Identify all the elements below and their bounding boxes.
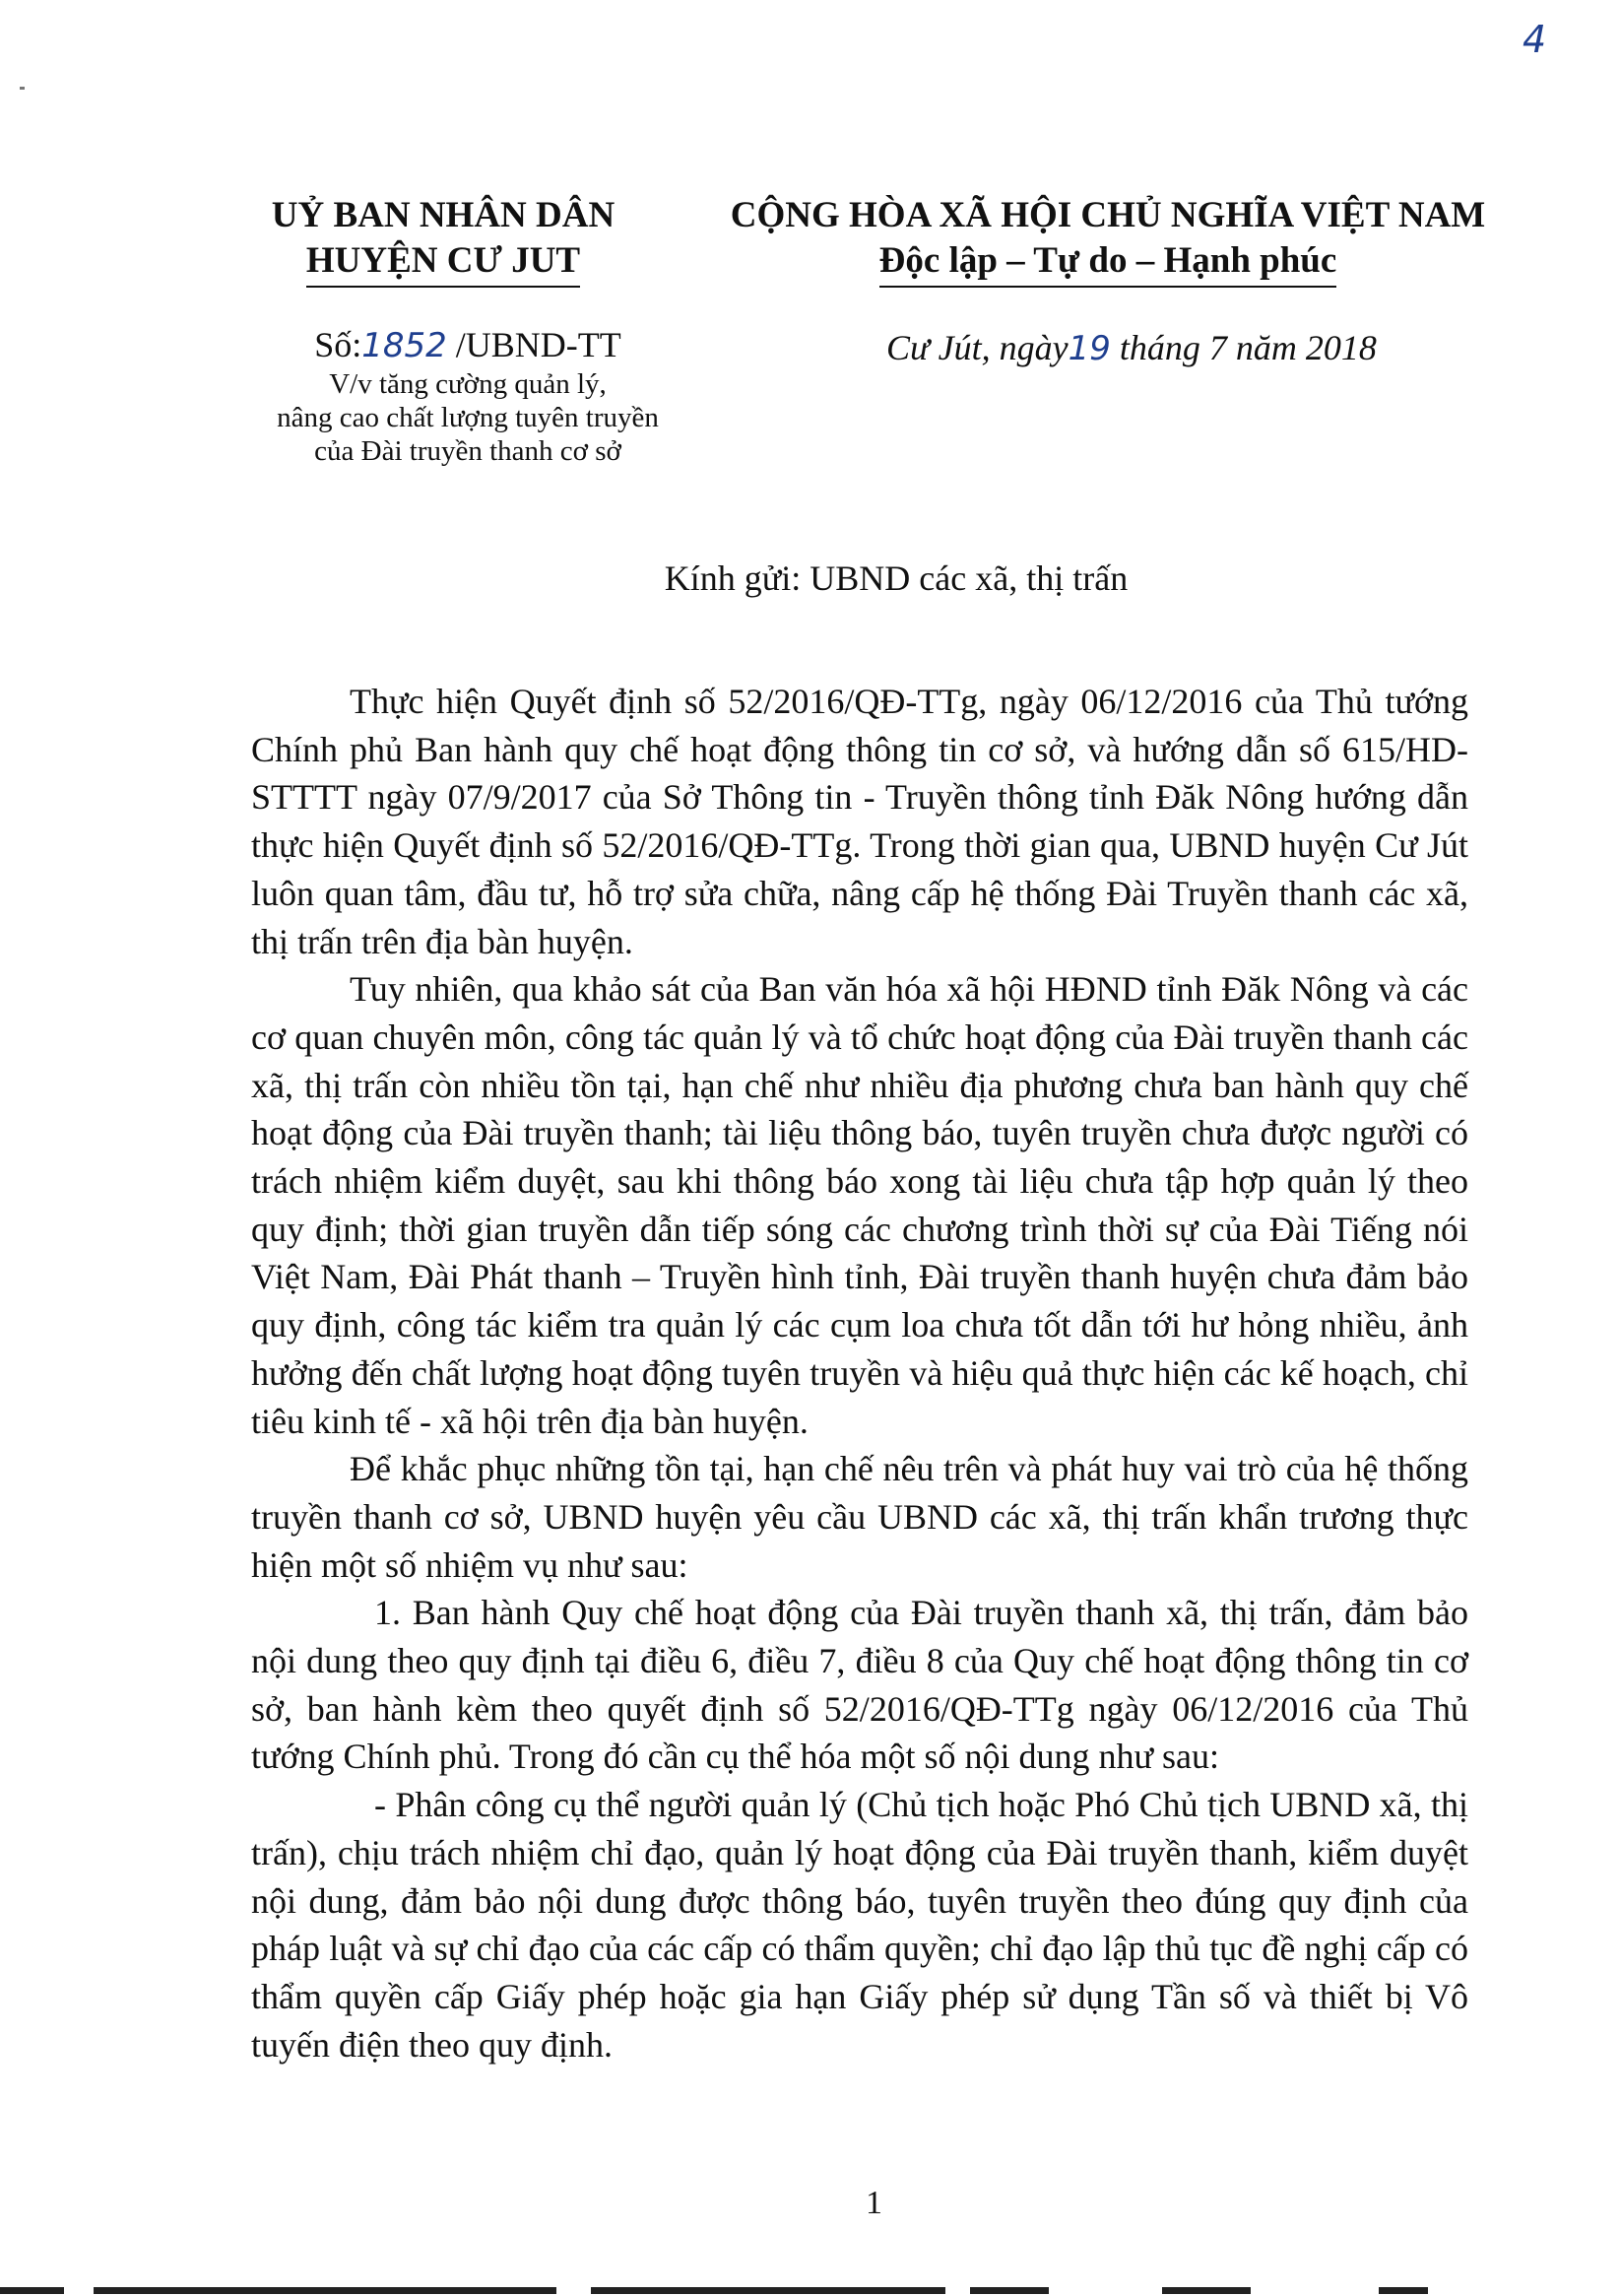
recipient-line (0, 558, 1620, 599)
body-paragraph: Thực hiện Quyết định số 52/2016/QĐ-TTg, ngày 06/12/2016 của Thủ tướng Chính phủ Ban hành quy chế hoạt động thông tin cơ sở, và hướng dẫn số 615/HD-STTTT ngày 07/9/2017 của Sở Thông tin - Truyền thông tỉnh Đăk Nông hướng dẫn thực hiện Quyết định số 52/2016/QĐ-TTg. Trong thời gian qua, UBND huyện Cư Jút luôn quan tâm, đầu tư, hỗ trợ sửa chữa, nâng cấp hệ thống Đài Truyền thanh các xã, thị trấn trên địa bàn huyện. (251, 682, 1468, 961)
scan-edge-bar (0, 2287, 64, 2294)
scan-edge-bar (970, 2287, 1049, 2294)
scan-edge-bar (1162, 2287, 1251, 2294)
issuing-authority (222, 193, 665, 288)
body-paragraph: Tuy nhiên, qua khảo sát của Ban văn hóa xã hội HĐND tỉnh Đăk Nông và các cơ quan chuyên môn, công tác quản lý và tổ chức hoạt động của Đài truyền thanh các xã, thị trấn còn nhiều tồn tại, hạn chế như nhiều địa phương chưa ban hành quy chế hoạt động của Đài truyền thanh; tài liệu thông báo, tuyên truyền chưa được người có trách nhiệm kiểm duyệt, sau khi thông báo xong tài liệu chưa tập hợp quản lý theo quy định; thời gian truyền dẫn tiếp sóng các chương trình thời sự của Đài Tiếng nói Việt Nam, Đài Phát thanh – Truyền hình tỉnh, Đài truyền thanh huyện chưa đảm bảo quy định, công tác kiểm tra quản lý các cụm loa chưa tốt dẫn tới hư hỏng nhiều, ảnh hưởng đến chất lượng hoạt động tuyên truyền và hiệu quả thực hiện các kế hoạch, chỉ tiêu kinh tế - xã hội trên địa bàn huyện. (251, 969, 1468, 1441)
page-number (0, 2185, 1620, 2222)
reference-suffix: /UBND-TT (446, 325, 621, 364)
recipient: Kính gửi: UBND các xã, thị trấn (664, 558, 1129, 598)
handwritten-number: 1852 (361, 326, 447, 365)
body-paragraph: - Phân công cụ thể người quản lý (Chủ tịch hoặc Phó Chủ tịch UBND xã, thị trấn), chịu trách nhiệm chỉ đạo, quản lý hoạt động của Đài truyền thanh, kiểm duyệt nội dung, đảm bảo nội dung được thông báo, tuyên truyền theo đúng quy định của pháp luật và sự chỉ đạo của các cấp có thẩm quyền; chỉ đạo lập thủ tục đề nghị cấp có thẩm quyền cấp Giấy phép hoặc gia hạn Giấy phép sử dụng Tần số và thiết bị Vô tuyến điện theo quy định. (251, 1785, 1468, 2065)
subject-line-2: nâng cao chất lượng tuyên truyền (277, 402, 659, 433)
national-heading (694, 193, 1522, 288)
document-reference (231, 323, 704, 468)
reference-prefix: Số: (314, 325, 362, 364)
scan-speck (20, 87, 25, 90)
authority-line-2: HUYỆN CƯ JUT (306, 238, 580, 288)
date-suffix: tháng 7 năm 2018 (1110, 328, 1377, 367)
body-paragraph: 1. Ban hành Quy chế hoạt động của Đài truyền thanh xã, thị trấn, đảm bảo nội dung theo quy định tại điều 6, điều 7, điều 8 của Quy chế hoạt động thông tin cơ sở, ban hành kèm theo quyết định số 52/2016/QĐ-TTg ngày 06/12/2016 của Thủ tướng Chính phủ. Trong đó cần cụ thể hóa một số nội dung như sau: (251, 1593, 1468, 1777)
page-number-value: 1 (866, 2185, 882, 2221)
subject-line-1: V/v tăng cường quản lý, (329, 368, 607, 400)
scan-edge-bar (94, 2287, 556, 2294)
handwritten-page-mark: 4 (1523, 18, 1547, 61)
scan-edge-bar (591, 2287, 945, 2294)
handwritten-day: 19 (1068, 329, 1111, 368)
scan-edge-bar (1379, 2287, 1428, 2294)
authority-line-1: UỶ BAN NHÂN DÂN (271, 195, 616, 235)
national-motto: Độc lập – Tự do – Hạnh phúc (879, 238, 1337, 288)
document-date (886, 327, 1377, 368)
national-title: CỘNG HÒA XÃ HỘI CHỦ NGHĨA VIỆT NAM (730, 195, 1486, 235)
reference-number (231, 323, 704, 367)
document-body (251, 678, 1468, 2068)
date-prefix: Cư Jút, ngày (886, 328, 1069, 367)
subject-line-3: của Đài truyền thanh cơ sở (314, 435, 621, 467)
body-paragraph: Để khắc phục những tồn tại, hạn chế nêu trên và phát huy vai trò của hệ thống truyền thanh cơ sở, UBND huyện yêu cầu UBND các xã, thị trấn khẩn trương thực hiện một số nhiệm vụ như sau: (251, 1449, 1468, 1585)
